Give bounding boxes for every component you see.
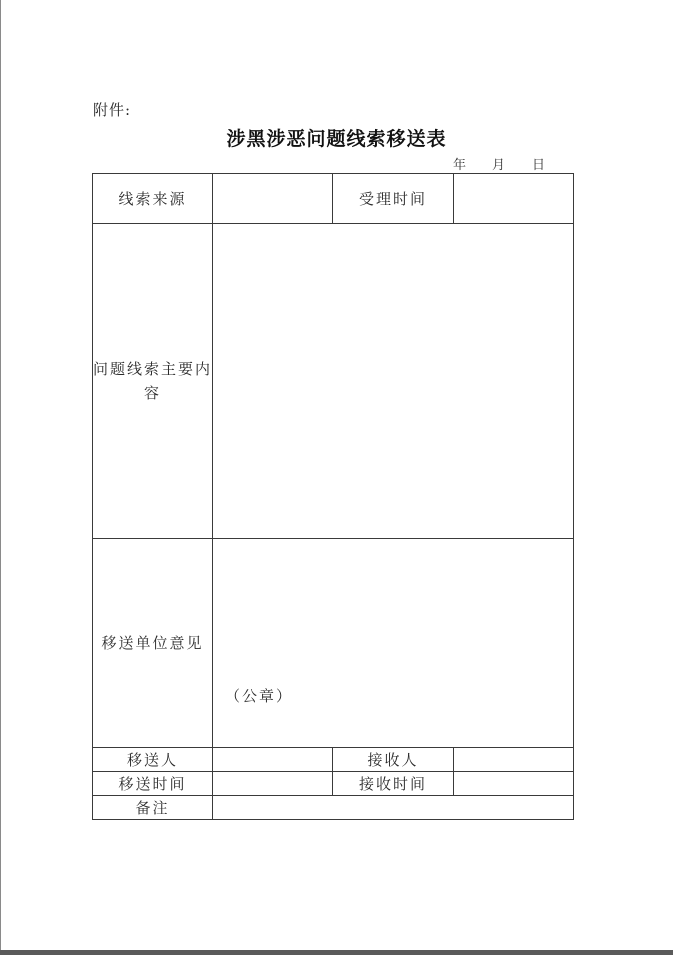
accept-time-label: 受理时间 <box>333 174 454 224</box>
receiver-field[interactable] <box>454 747 574 771</box>
table-row <box>93 174 574 224</box>
date-year-label: 年 <box>453 158 467 173</box>
transfer-time-label: 移送时间 <box>93 771 213 795</box>
receive-time-field[interactable] <box>454 771 574 795</box>
clue-source-field[interactable] <box>213 174 333 224</box>
transfer-time-field[interactable] <box>213 771 333 795</box>
page-title: 涉黑涉恶问题线索移送表 <box>226 128 447 150</box>
main-content-label: 问题线索主要内容 <box>93 224 213 538</box>
receive-time-label: 接收时间 <box>333 771 454 795</box>
attachment-label: 附件: <box>93 101 132 119</box>
date-day-label: 日 <box>532 158 546 173</box>
table-row <box>93 224 574 538</box>
accept-time-field[interactable] <box>454 174 574 224</box>
transferor-label: 移送人 <box>93 747 213 771</box>
remarks-field[interactable] <box>213 795 574 819</box>
transfer-opinion-label: 移送单位意见 <box>93 538 213 747</box>
receiver-label: 接收人 <box>333 747 454 771</box>
table-row <box>93 747 574 771</box>
official-seal-text: （公章） <box>225 686 294 705</box>
table-row <box>93 795 574 819</box>
table-row <box>93 771 574 795</box>
table-row <box>93 538 574 747</box>
transferor-field[interactable] <box>213 747 333 771</box>
clue-source-label: 线索来源 <box>93 174 213 224</box>
remarks-label: 备注 <box>93 795 213 819</box>
page-edge-bottom <box>0 950 673 955</box>
transfer-opinion-field[interactable] <box>213 538 574 747</box>
transfer-form-table <box>92 173 574 820</box>
date-month-label: 月 <box>492 158 506 173</box>
main-content-field[interactable] <box>213 224 574 538</box>
